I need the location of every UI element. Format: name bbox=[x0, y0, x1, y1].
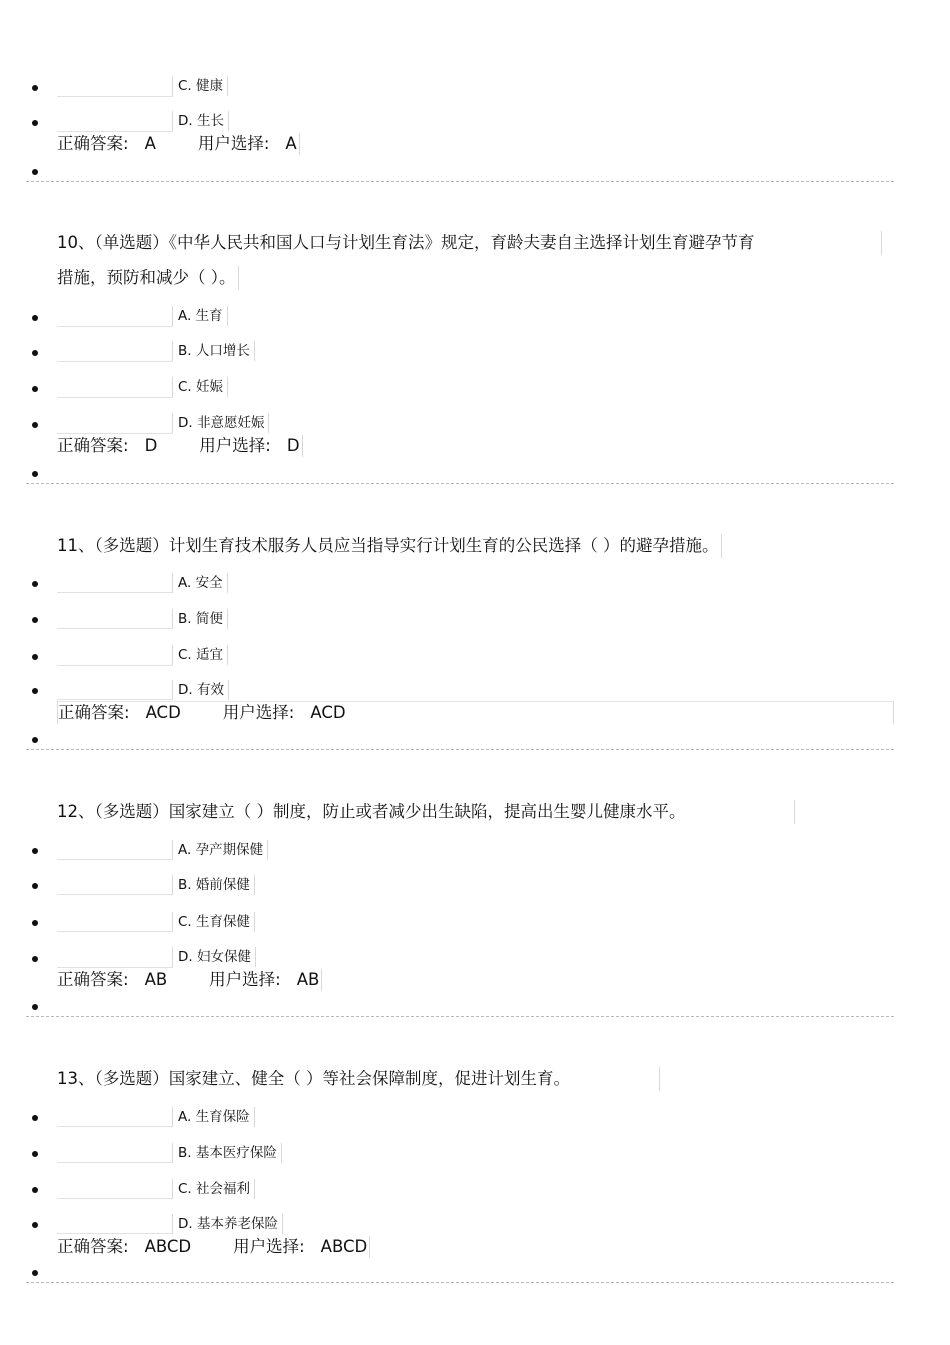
answer-row bbox=[57, 969, 322, 991]
option-c[interactable]: C. 健康 bbox=[172, 76, 228, 96]
user-choice-label: 用户选择: bbox=[222, 703, 295, 722]
user-choice-label: 用户选择: bbox=[197, 134, 270, 153]
option-underline bbox=[57, 131, 173, 132]
option-b[interactable]: B. 简便 bbox=[172, 609, 228, 629]
option-d[interactable]: D. 非意愿妊娠 bbox=[172, 413, 269, 433]
bullet bbox=[32, 386, 38, 392]
option-underline bbox=[57, 433, 173, 434]
option-c[interactable]: C. 社会福利 bbox=[172, 1179, 255, 1199]
option-underline bbox=[57, 96, 173, 97]
correct-answer-value: ABCD bbox=[144, 1237, 192, 1256]
question-10-text-cont: 措施，预防和减少（ ）。 bbox=[57, 266, 239, 290]
bullet bbox=[32, 581, 38, 587]
option-underline bbox=[57, 397, 173, 398]
question-divider bbox=[26, 483, 894, 484]
bullet bbox=[32, 85, 38, 91]
bullet bbox=[32, 848, 38, 854]
bullet bbox=[32, 920, 38, 926]
option-c[interactable]: C. 生育保健 bbox=[172, 912, 255, 932]
bullet bbox=[32, 315, 38, 321]
question-11-text: 11、（多选题）计划生育技术服务人员应当指导实行计划生育的公民选择（ ）的避孕措施。 bbox=[57, 534, 722, 558]
option-c[interactable]: C. 妊娠 bbox=[172, 377, 228, 397]
option-underline bbox=[57, 967, 173, 968]
user-choice-value: AB bbox=[296, 970, 320, 989]
option-c[interactable]: C. 适宜 bbox=[172, 645, 228, 665]
user-choice-label: 用户选择: bbox=[199, 436, 271, 455]
option-underline bbox=[57, 1126, 173, 1127]
option-underline bbox=[57, 628, 173, 629]
bullet bbox=[32, 422, 38, 428]
bullet bbox=[32, 654, 38, 660]
bullet bbox=[32, 120, 38, 126]
option-underline bbox=[57, 1198, 173, 1199]
question-divider bbox=[26, 181, 894, 182]
option-a[interactable]: A. 安全 bbox=[172, 573, 228, 593]
question-box-edge bbox=[881, 231, 882, 255]
bullet bbox=[32, 169, 38, 175]
bullet bbox=[32, 617, 38, 623]
option-underline bbox=[57, 894, 173, 895]
answer-row bbox=[57, 701, 894, 724]
correct-answer-value: AB bbox=[144, 970, 168, 989]
user-choice-label: 用户选择: bbox=[209, 970, 281, 989]
bullet bbox=[32, 1187, 38, 1193]
bullet bbox=[32, 688, 38, 694]
option-underline bbox=[57, 1162, 173, 1163]
user-choice-label: 用户选择: bbox=[233, 1237, 305, 1256]
bullet bbox=[32, 1270, 38, 1276]
user-choice-value: ABCD bbox=[320, 1237, 368, 1256]
question-13-text: 13、（多选题）国家建立、健全（ ）等社会保障制度，促进计划生育。 bbox=[57, 1067, 660, 1091]
option-b[interactable]: B. 婚前保健 bbox=[172, 875, 255, 895]
correct-answer-value: A bbox=[144, 134, 156, 153]
bullet bbox=[32, 1222, 38, 1228]
bullet bbox=[32, 350, 38, 356]
option-underline bbox=[57, 592, 173, 593]
bullet bbox=[32, 1004, 38, 1010]
bullet bbox=[32, 883, 38, 889]
correct-answer-value: ACD bbox=[145, 703, 181, 722]
option-d[interactable]: D. 基本养老保险 bbox=[172, 1214, 283, 1234]
option-underline bbox=[57, 859, 173, 860]
user-choice-value: D bbox=[286, 436, 300, 455]
correct-answer-label: 正确答案: bbox=[57, 970, 129, 989]
bullet bbox=[32, 737, 38, 743]
answer-row bbox=[57, 435, 303, 457]
correct-answer-label: 正确答案: bbox=[57, 134, 129, 153]
user-choice-value: ACD bbox=[310, 703, 346, 722]
option-underline bbox=[57, 665, 173, 666]
option-d[interactable]: D. 妇女保健 bbox=[172, 947, 256, 967]
option-b[interactable]: B. 基本医疗保险 bbox=[172, 1143, 282, 1163]
user-choice-value: A bbox=[285, 134, 297, 153]
question-divider bbox=[26, 1282, 894, 1283]
option-d[interactable]: D. 生长 bbox=[172, 111, 229, 131]
question-12-text: 12、（多选题）国家建立（ ）制度，防止或者减少出生缺陷，提高出生婴儿健康水平。 bbox=[57, 800, 795, 824]
bullet bbox=[32, 1151, 38, 1157]
correct-answer-label: 正确答案: bbox=[57, 436, 129, 455]
option-underline bbox=[57, 699, 173, 700]
option-a[interactable]: A. 孕产期保健 bbox=[172, 840, 268, 860]
question-10-text: 10、（单选题）《中华人民共和国人口与计划生育法》规定，育龄夫妻自主选择计划生育避孕节育 bbox=[57, 233, 755, 252]
bullet bbox=[32, 1115, 38, 1121]
option-underline bbox=[57, 1233, 173, 1234]
correct-answer-value: D bbox=[144, 436, 158, 455]
option-b[interactable]: B. 人口增长 bbox=[172, 341, 255, 361]
option-a[interactable]: A. 生育保险 bbox=[172, 1107, 255, 1127]
bullet bbox=[32, 956, 38, 962]
correct-answer-label: 正确答案: bbox=[58, 703, 130, 722]
answer-row bbox=[57, 133, 300, 155]
question-divider bbox=[26, 1016, 894, 1017]
answer-row bbox=[57, 1236, 370, 1258]
bullet bbox=[32, 471, 38, 477]
correct-answer-label: 正确答案: bbox=[57, 1237, 129, 1256]
option-d[interactable]: D. 有效 bbox=[172, 680, 229, 700]
option-underline bbox=[57, 361, 173, 362]
option-underline bbox=[57, 326, 173, 327]
option-underline bbox=[57, 931, 173, 932]
option-a[interactable]: A. 生育 bbox=[172, 306, 228, 326]
question-divider bbox=[26, 749, 894, 750]
